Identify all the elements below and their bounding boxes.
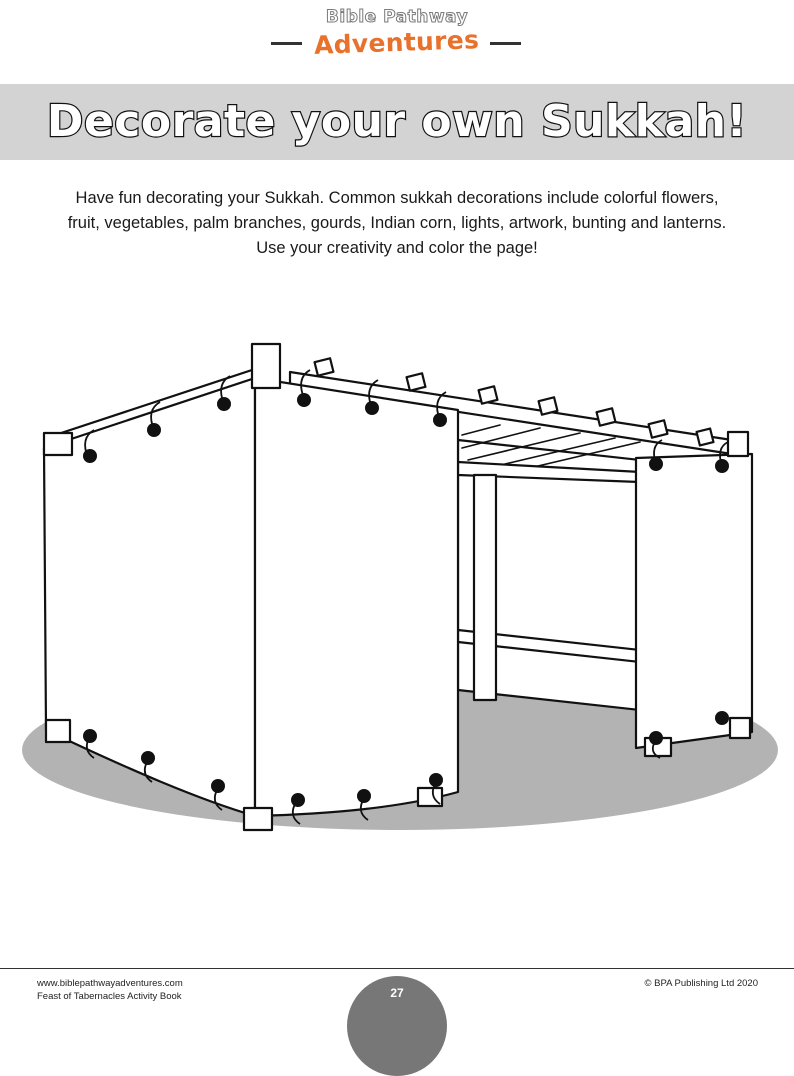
- post-foot-left: [46, 720, 70, 742]
- footer-copyright: © BPA Publishing Ltd 2020: [644, 978, 758, 989]
- instructions-line-3: Use your creativity and color the page!: [256, 239, 538, 257]
- page-number: 27: [390, 986, 404, 1000]
- instructions: [40, 186, 754, 261]
- corner-post-right: [728, 432, 748, 456]
- brand-logo-line2: Adventures: [313, 25, 481, 60]
- footer-book-title: Feast of Tabernacles Activity Book: [37, 991, 182, 1002]
- footer-divider: [0, 968, 794, 969]
- corner-post-front: [252, 344, 280, 388]
- sukkah-illustration: [0, 330, 794, 850]
- title-banner: [0, 84, 794, 160]
- logo-right-rule: [490, 42, 521, 45]
- post-foot-front: [244, 808, 272, 830]
- corner-post-left: [44, 433, 72, 455]
- page-title: Decorate your own Sukkah!: [46, 96, 748, 147]
- post-foot-right2: [730, 718, 750, 738]
- right-wall-panel: [636, 454, 752, 748]
- brand-logo-line1: Bible Pathway: [325, 7, 469, 27]
- footer-website: www.biblepathwayadventures.com: [37, 978, 183, 989]
- instructions-line-1: Have fun decorating your Sukkah. Common sukkah decorations include colorful flowers,: [75, 189, 719, 207]
- instructions-line-2: fruit, vegetables, palm branches, gourds, Indian corn, lights, artwork, bunting and lanterns.: [67, 214, 727, 232]
- front-wall-panel: [255, 378, 458, 816]
- footer-left: [37, 977, 183, 1003]
- interior-post: [474, 475, 496, 700]
- logo-left-rule: [271, 42, 302, 45]
- brand-logo: [0, 6, 794, 58]
